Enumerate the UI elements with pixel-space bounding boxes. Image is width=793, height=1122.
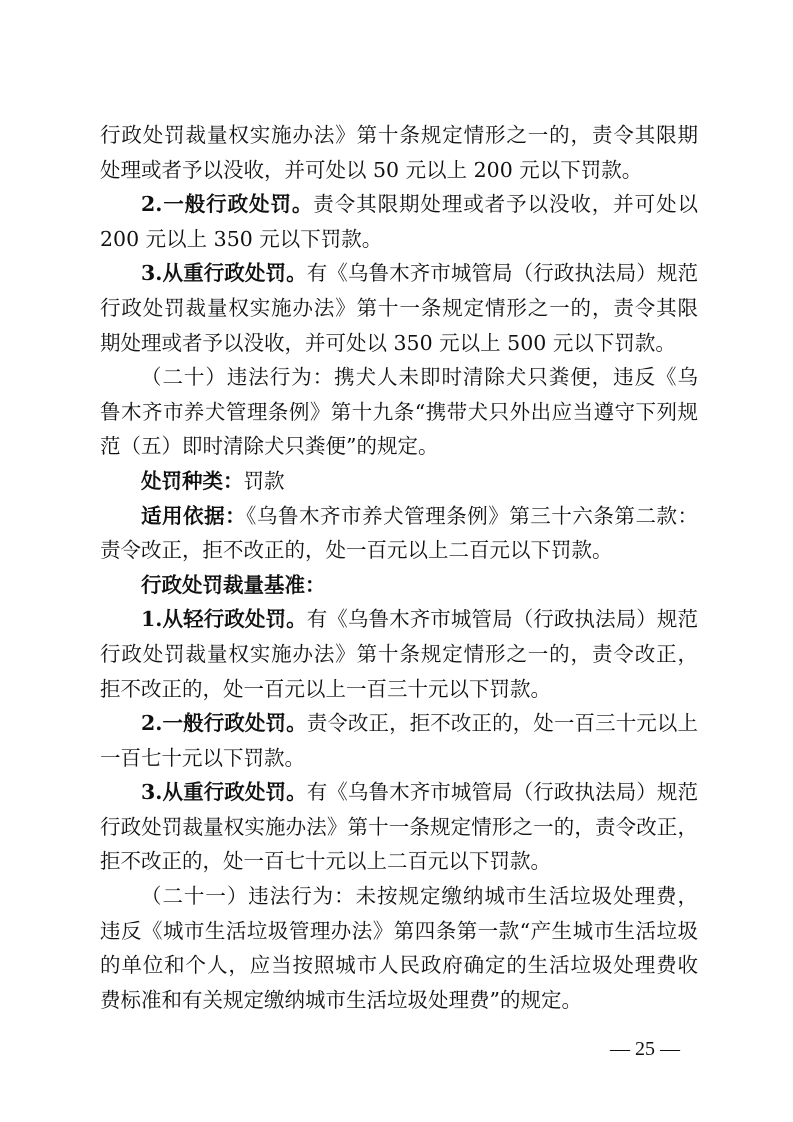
line-text: 的单位和个人，应当按照城市人民政府确定的生活垃圾处理费收 [100,953,698,978]
line-text: 费标准和有关规定缴纳城市生活垃圾处理费”的规定。 [100,987,582,1012]
text-line [100,637,698,672]
bold-heading: 3.从重行政处罚。 [141,261,307,286]
line-text: 期处理或者予以没收，并可处以 350 元以上 500 元以下罚款。 [100,330,676,355]
text-line [100,948,698,983]
text-line [100,810,698,845]
text-line [100,983,698,1018]
line-text: 行政处罚裁量权实施办法》第十条规定情形之一的，责令其限期 [100,123,698,147]
line-text: 责令其限期处理或者予以没收，并可处以 [313,192,698,217]
text-line [100,256,698,291]
text-line [100,464,698,499]
bold-heading: 2.一般行政处罚。 [141,192,314,217]
text-line [100,741,698,776]
text-line [100,844,698,879]
line-text: 鲁木齐市养犬管理条例》第十九条“携带犬只外出应当遵守下列规 [100,399,698,424]
line-text: 行政处罚裁量权实施办法》第十一条规定情形之一的，责令其限 [100,295,698,320]
text-line [100,222,698,257]
bold-heading: 2.一般行政处罚。 [141,711,307,736]
text-line [100,291,698,326]
text-line [100,360,698,395]
line-text: 200 元以上 350 元以下罚款。 [100,226,383,251]
line-text: 行政处罚裁量权实施办法》第十条规定情形之一的，责令改正， [100,641,698,666]
text-line [100,879,698,914]
line-text: 范（五）即时清除犬只粪便”的规定。 [100,434,439,459]
text-line [100,118,698,153]
bold-heading: 适用依据： [141,503,247,528]
line-text: 责令改正，拒不改正的，处一百三十元以上 [306,711,698,736]
line-text: 罚款 [243,468,285,493]
page-number: — 25 — [610,1038,680,1060]
line-text: 《乌鲁木齐市养犬管理条例》第三十六条第二款： [246,503,699,528]
text-line [100,706,698,741]
text-line [100,499,698,534]
line-text: 一百七十元以下罚款。 [100,745,305,770]
text-line [100,326,698,361]
bold-heading: 1.从轻行政处罚。 [141,607,307,632]
text-line [100,602,698,637]
text-line [100,775,698,810]
line-text: 行政处罚裁量权实施办法》第十一条规定情形之一的，责令改正， [100,814,698,839]
line-text: （二十一）违法行为：未按规定缴纳城市生活垃圾处理费， [141,884,698,909]
document-body [100,118,698,1017]
text-line [100,429,698,464]
line-text: 拒不改正的，处一百元以上一百三十元以下罚款。 [100,676,551,701]
text-line [100,568,698,603]
line-text: 拒不改正的，处一百七十元以上二百元以下罚款。 [100,849,551,874]
bold-heading: 行政处罚裁量基准： [141,572,326,597]
text-line [100,672,698,707]
line-text: 责令改正，拒不改正的，处一百元以上二百元以下罚款。 [100,538,613,563]
text-line [100,395,698,430]
line-text: 有《乌鲁木齐市城管局（行政执法局）规范 [306,780,698,805]
text-line [100,914,698,949]
line-text: 有《乌鲁木齐市城管局（行政执法局）规范 [306,261,698,286]
line-text: （二十）违法行为：携犬人未即时清除犬只粪便，违反《乌 [141,365,698,390]
line-text: 有《乌鲁木齐市城管局（行政执法局）规范 [306,607,698,632]
line-text: 处理或者予以没收，并可处以 50 元以上 200 元以下罚款。 [100,157,643,182]
text-line [100,187,698,222]
bold-heading: 3.从重行政处罚。 [141,780,307,805]
bold-heading: 处罚种类： [141,468,244,493]
line-text: 违反《城市生活垃圾管理办法》第四条第一款“产生城市生活垃圾 [100,918,698,943]
text-line [100,533,698,568]
text-line [100,153,698,188]
